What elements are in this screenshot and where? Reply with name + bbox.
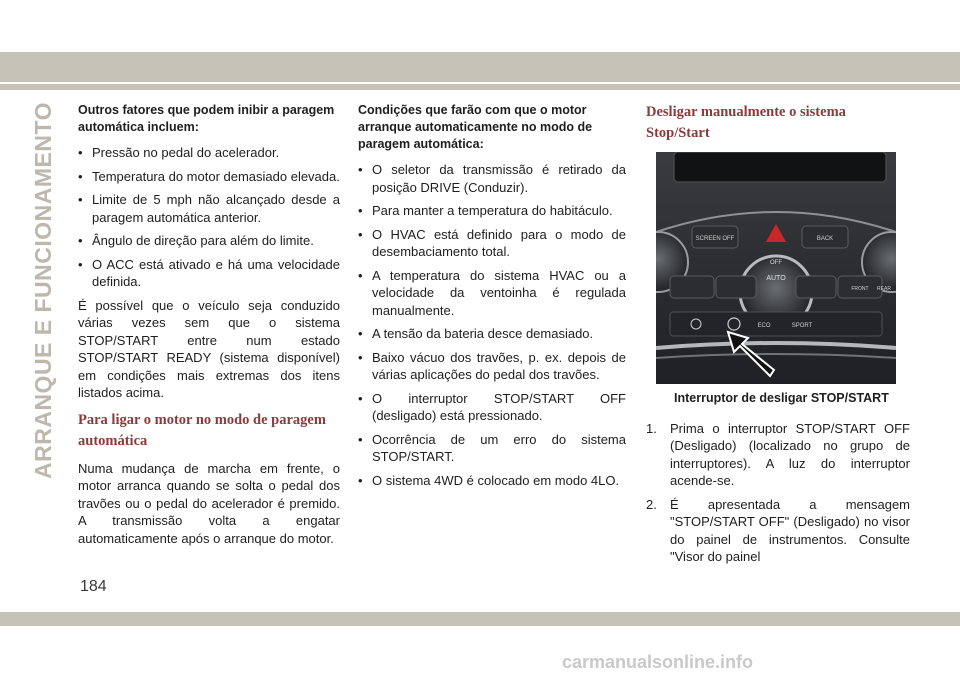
page-number: 184 (80, 578, 107, 595)
header-band (0, 52, 960, 82)
paragraph-start-engine: Numa mudança de marcha em frente, o motor arranca quando se solta o pedal dos travões ou o pedal do acelerador é premido. A transmissão volta a engatar automaticamente após o arranque do motor. (78, 460, 340, 546)
list-item: • O ACC está ativado e há uma velocidade definida. (78, 256, 340, 291)
step-text: É apresentada a mensagem "STOP/START OFF" (Desligado) no visor do painel de instrumentos. Consulte "Visor do painel (670, 496, 910, 564)
figure-label-back: BACK (816, 236, 834, 242)
figure-label-front: FRONT (851, 286, 869, 292)
column-3 (646, 102, 910, 572)
list-item: • O HVAC está definido para o modo de desembaciamento total. (358, 226, 626, 261)
list-item: • A temperatura do sistema HVAC ou a velocidade da ventoinha é regulada manualmente. (358, 267, 626, 320)
step-number: 1. (646, 420, 657, 436)
list-item: • Baixo vácuo dos travões, p. ex. depois de várias aplicações do pedal dos travões. (358, 349, 626, 384)
list-item: • Ângulo de direção para além do limite. (78, 232, 340, 250)
list-item: • A tensão da bateria desce demasiado. (358, 325, 626, 343)
figure-label-sport: SPORT (791, 323, 813, 329)
list-item: • O sistema 4WD é colocado em modo 4LO. (358, 472, 626, 490)
column-1 (78, 102, 340, 555)
bullet-list-auto-start (358, 161, 626, 489)
section-heading-manual-off: Desligar manualmente o sistema Stop/Start (646, 104, 846, 141)
figure-label-eco: ECO (757, 323, 771, 329)
list-item (646, 496, 910, 566)
list-item (646, 420, 910, 490)
column-2 (358, 102, 626, 495)
header-rule (0, 84, 960, 90)
list-item: • Para manter a temperatura do habitáculo. (358, 202, 626, 220)
watermark: carmanualsonline.info (562, 652, 754, 672)
step-number: 2. (646, 496, 657, 512)
list-item: • O interruptor STOP/START OFF (desligado) está pressionado. (358, 390, 626, 425)
list-item: • Ocorrência de um erro do sistema STOP/START. (358, 431, 626, 466)
figure-label-auto: AUTO (766, 275, 786, 282)
footer-band (0, 612, 960, 626)
figure-label-screen-off: SCREEN OFF (695, 236, 735, 242)
list-item: • O seletor da transmissão é retirado da posição DRIVE (Conduzir). (358, 161, 626, 196)
chapter-side-title: ARRANQUE E FUNCIONAMENTO (30, 102, 56, 480)
list-item: • Limite de 5 mph não alcançado desde a paragem automática anterior. (78, 191, 340, 226)
figure-label-off: OFF (770, 260, 782, 266)
figure-stop-start-switch (656, 152, 896, 384)
step-text: Prima o interruptor STOP/START OFF (Desligado) (localizado no grupo de interruptores). A luz do interruptor acende-se. (670, 420, 910, 488)
dashboard-photo-illustration (656, 152, 896, 384)
figure-label-rear: REAR (877, 286, 891, 292)
list-item: • Temperatura do motor demasiado elevada. (78, 168, 340, 186)
bullet-list-inhibit (78, 144, 340, 291)
section-heading-start-engine: Para ligar o motor no modo de paragem automática (78, 411, 326, 449)
list-item: • Pressão no pedal do acelerador. (78, 144, 340, 162)
subheading-inhibit-factors: Outros fatores que podem inibir a paragem automática incluem: (78, 103, 335, 134)
steps-list (646, 420, 910, 566)
paragraph-conditions: É possível que o veículo seja conduzido várias vezes sem que o sistema STOP/START entre num estado STOP/START READY (sistema disponível) em condições mais extremas dos itens listados acima. (78, 297, 340, 400)
figure-caption: Interruptor de desligar STOP/START (674, 391, 889, 405)
subheading-auto-start-conditions: Condições que farão com que o motor arranque automaticamente no modo de paragem automática: (358, 103, 593, 151)
